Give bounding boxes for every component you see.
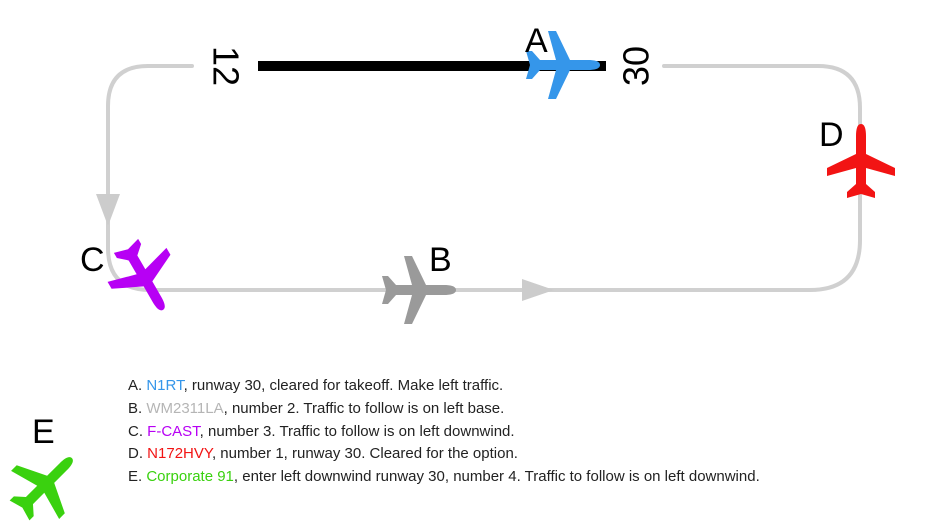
callsign-e: Corporate 91 (146, 468, 234, 486)
callsign-c: F-CAST (147, 422, 200, 440)
aircraft-d-label: D (819, 116, 844, 154)
runway-end-30-label: 30 (615, 45, 657, 87)
instruction-c: C. F-CAST, number 3. Traffic to follow is on left downwind. (128, 422, 515, 440)
callsign-a: N1RT (146, 377, 184, 394)
instruction-d: D. N172HVY, number 1, runway 30. Cleared for the option. (128, 445, 518, 463)
aircraft-c-label: C (80, 241, 105, 279)
pattern-arrow-down (96, 194, 120, 226)
aircraft-e-label: E (32, 413, 55, 451)
runway-end-12-label: 12 (205, 45, 247, 87)
aircraft-c-icon (97, 229, 193, 327)
instruction-b: B. WM2311LA, number 2. Traffic to follow is on left base. (128, 399, 505, 417)
instruction-a: A. N1RT, runway 30, cleared for takeoff. Make left traffic. (128, 377, 504, 394)
aircraft-b-label: B (429, 241, 452, 279)
instruction-e: E. Corporate 91, enter left downwind runway 30, number 4. Traffic to follow is on left downwind. (128, 468, 760, 486)
atc-instructions-list (128, 375, 928, 489)
traffic-pattern-path (108, 66, 860, 290)
pattern-arrow-right (522, 279, 554, 301)
aircraft-a-label: A (525, 22, 548, 60)
callsign-d: N172HVY (147, 445, 212, 463)
callsign-b: WM2311LA (146, 399, 224, 417)
